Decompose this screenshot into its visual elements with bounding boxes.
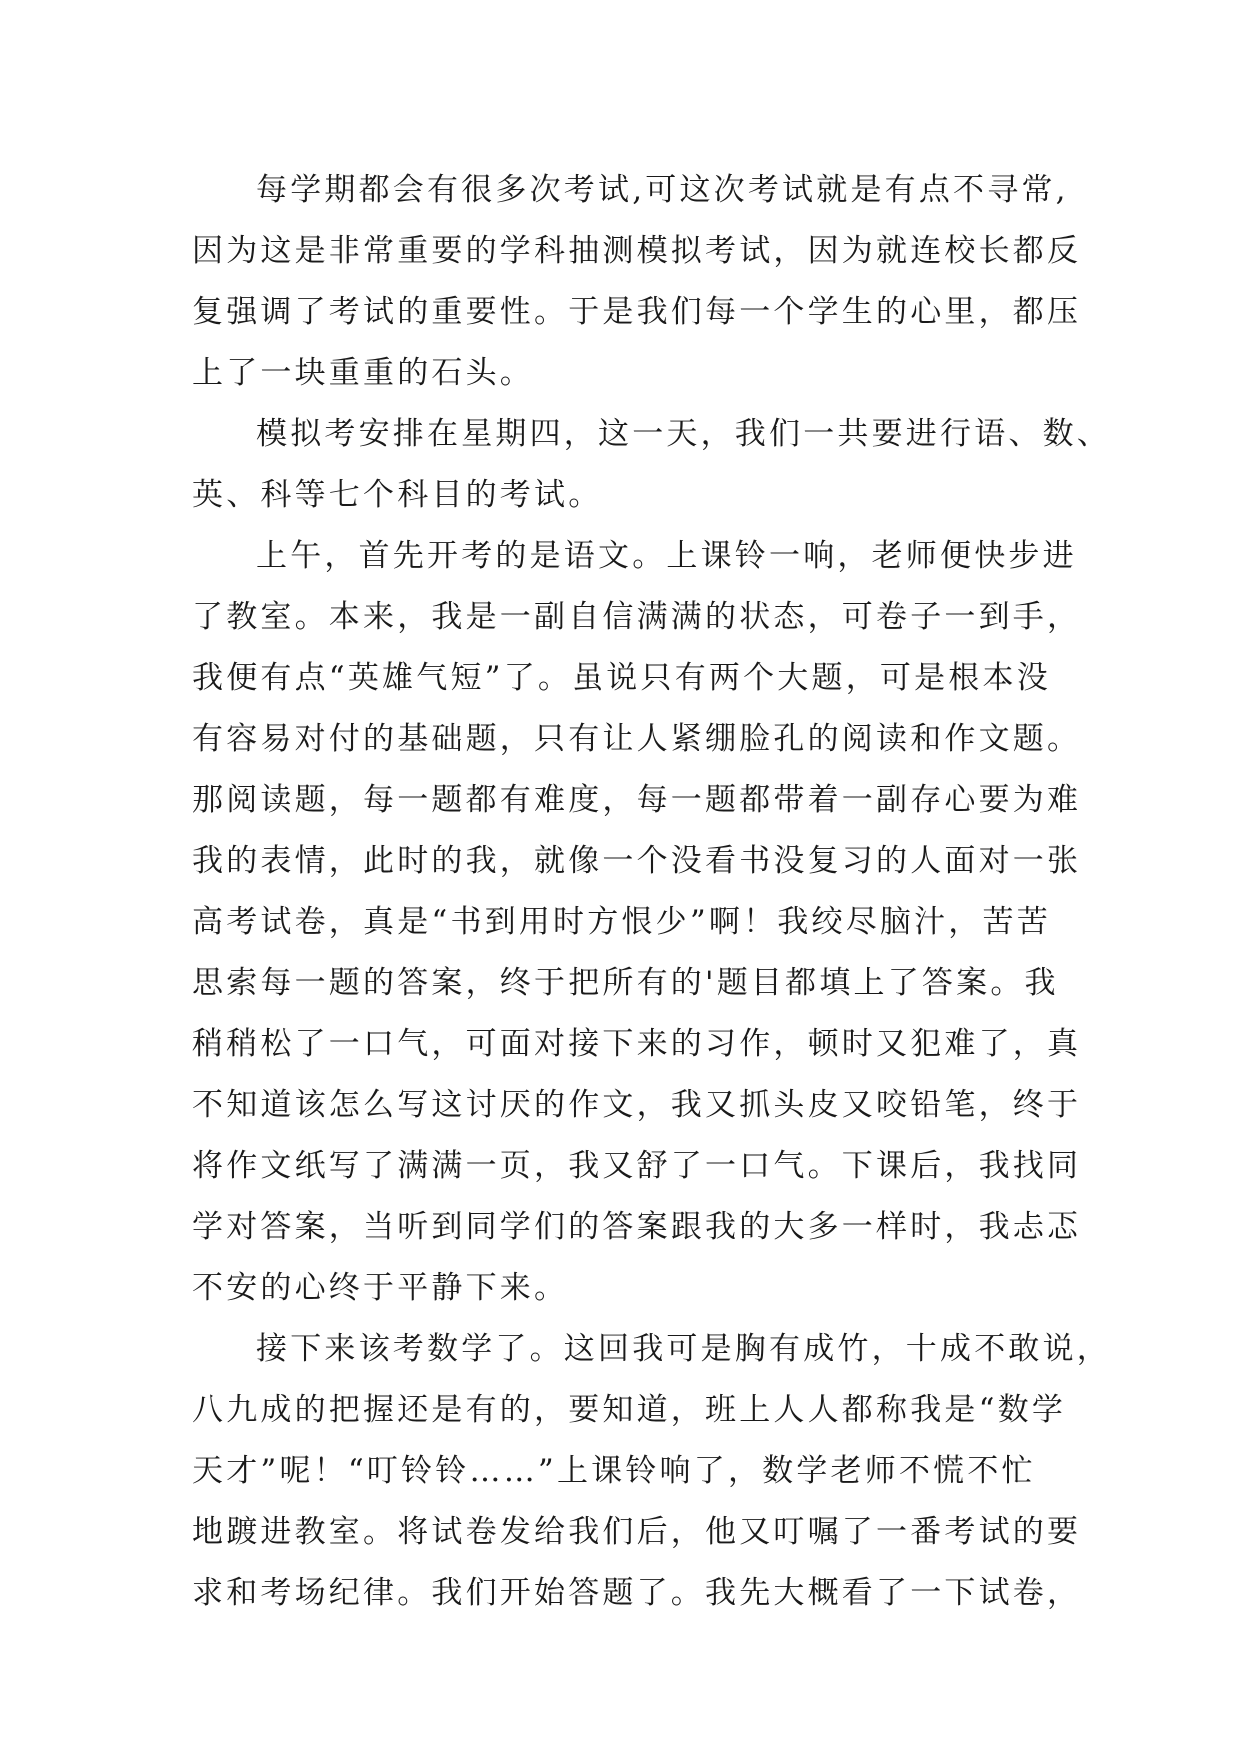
text-line: 英、科等七个科目的考试。 bbox=[192, 477, 603, 513]
text-line: 求和考场纪律。我们开始答题了。我先大概看了一下试卷， bbox=[192, 1575, 1082, 1611]
text-line: 不知道该怎么写这讨厌的作文，我又抓头皮又咬铅笔，终于 bbox=[192, 1087, 1082, 1123]
text-line: 有容易对付的基础题，只有让人紧绷脸孔的阅读和作文题。 bbox=[192, 721, 1082, 757]
text-line: 每学期都会有很多次考试,可这次考试就是有点不寻常, bbox=[256, 172, 1069, 208]
text-line: 接下来该考数学了。这回我可是胸有成竹，十成不敢说， bbox=[256, 1331, 1111, 1367]
text-line: 上午，首先开考的是语文。上课铃一响，老师便快步进 bbox=[256, 538, 1077, 574]
text-line: 学对答案，当听到同学们的答案跟我的大多一样时，我忐忑 bbox=[192, 1209, 1082, 1245]
text-line: 我便有点“英雄气短”了。虽说只有两个大题，可是根本没 bbox=[192, 660, 1051, 696]
text-line: 我的表情，此时的我，就像一个没看书没复习的人面对一张 bbox=[192, 843, 1082, 879]
text-line: 了教室。本来，我是一副自信满满的状态，可卷子一到手， bbox=[192, 599, 1082, 635]
text-line: 八九成的把握还是有的，要知道，班上人人都称我是“数学 bbox=[192, 1392, 1067, 1428]
text-line: 高考试卷，真是“书到用时方恨少”啊！我绞尽脑汁，苦苦 bbox=[192, 904, 1051, 940]
text-line: 上了一块重重的石头。 bbox=[192, 355, 534, 391]
text-line: 稍稍松了一口气，可面对接下来的习作，顿时又犯难了，真 bbox=[192, 1026, 1082, 1062]
text-line: 因为这是非常重要的学科抽测模拟考试，因为就连校长都反 bbox=[192, 233, 1082, 269]
text-line: 不安的心终于平静下来。 bbox=[192, 1270, 569, 1306]
text-line: 那阅读题，每一题都有难度，每一题都带着一副存心要为难 bbox=[192, 782, 1082, 818]
text-line: 天才”呢！“叮铃铃……”上课铃响了，数学老师不慌不忙 bbox=[192, 1453, 1036, 1489]
essay-body bbox=[192, 160, 1111, 1624]
text-line: 将作文纸写了满满一页，我又舒了一口气。下课后，我找同 bbox=[192, 1148, 1082, 1184]
text-line: 复强调了考试的重要性。于是我们每一个学生的心里，都压 bbox=[192, 294, 1082, 330]
text-line: 地踱进教室。将试卷发给我们后，他又叮嘱了一番考试的要 bbox=[192, 1514, 1082, 1550]
text-line: 思索每一题的答案，终于把所有的'题目都填上了答案。我 bbox=[192, 965, 1059, 1001]
text-line: 模拟考安排在星期四，这一天，我们一共要进行语、数、 bbox=[256, 416, 1111, 452]
